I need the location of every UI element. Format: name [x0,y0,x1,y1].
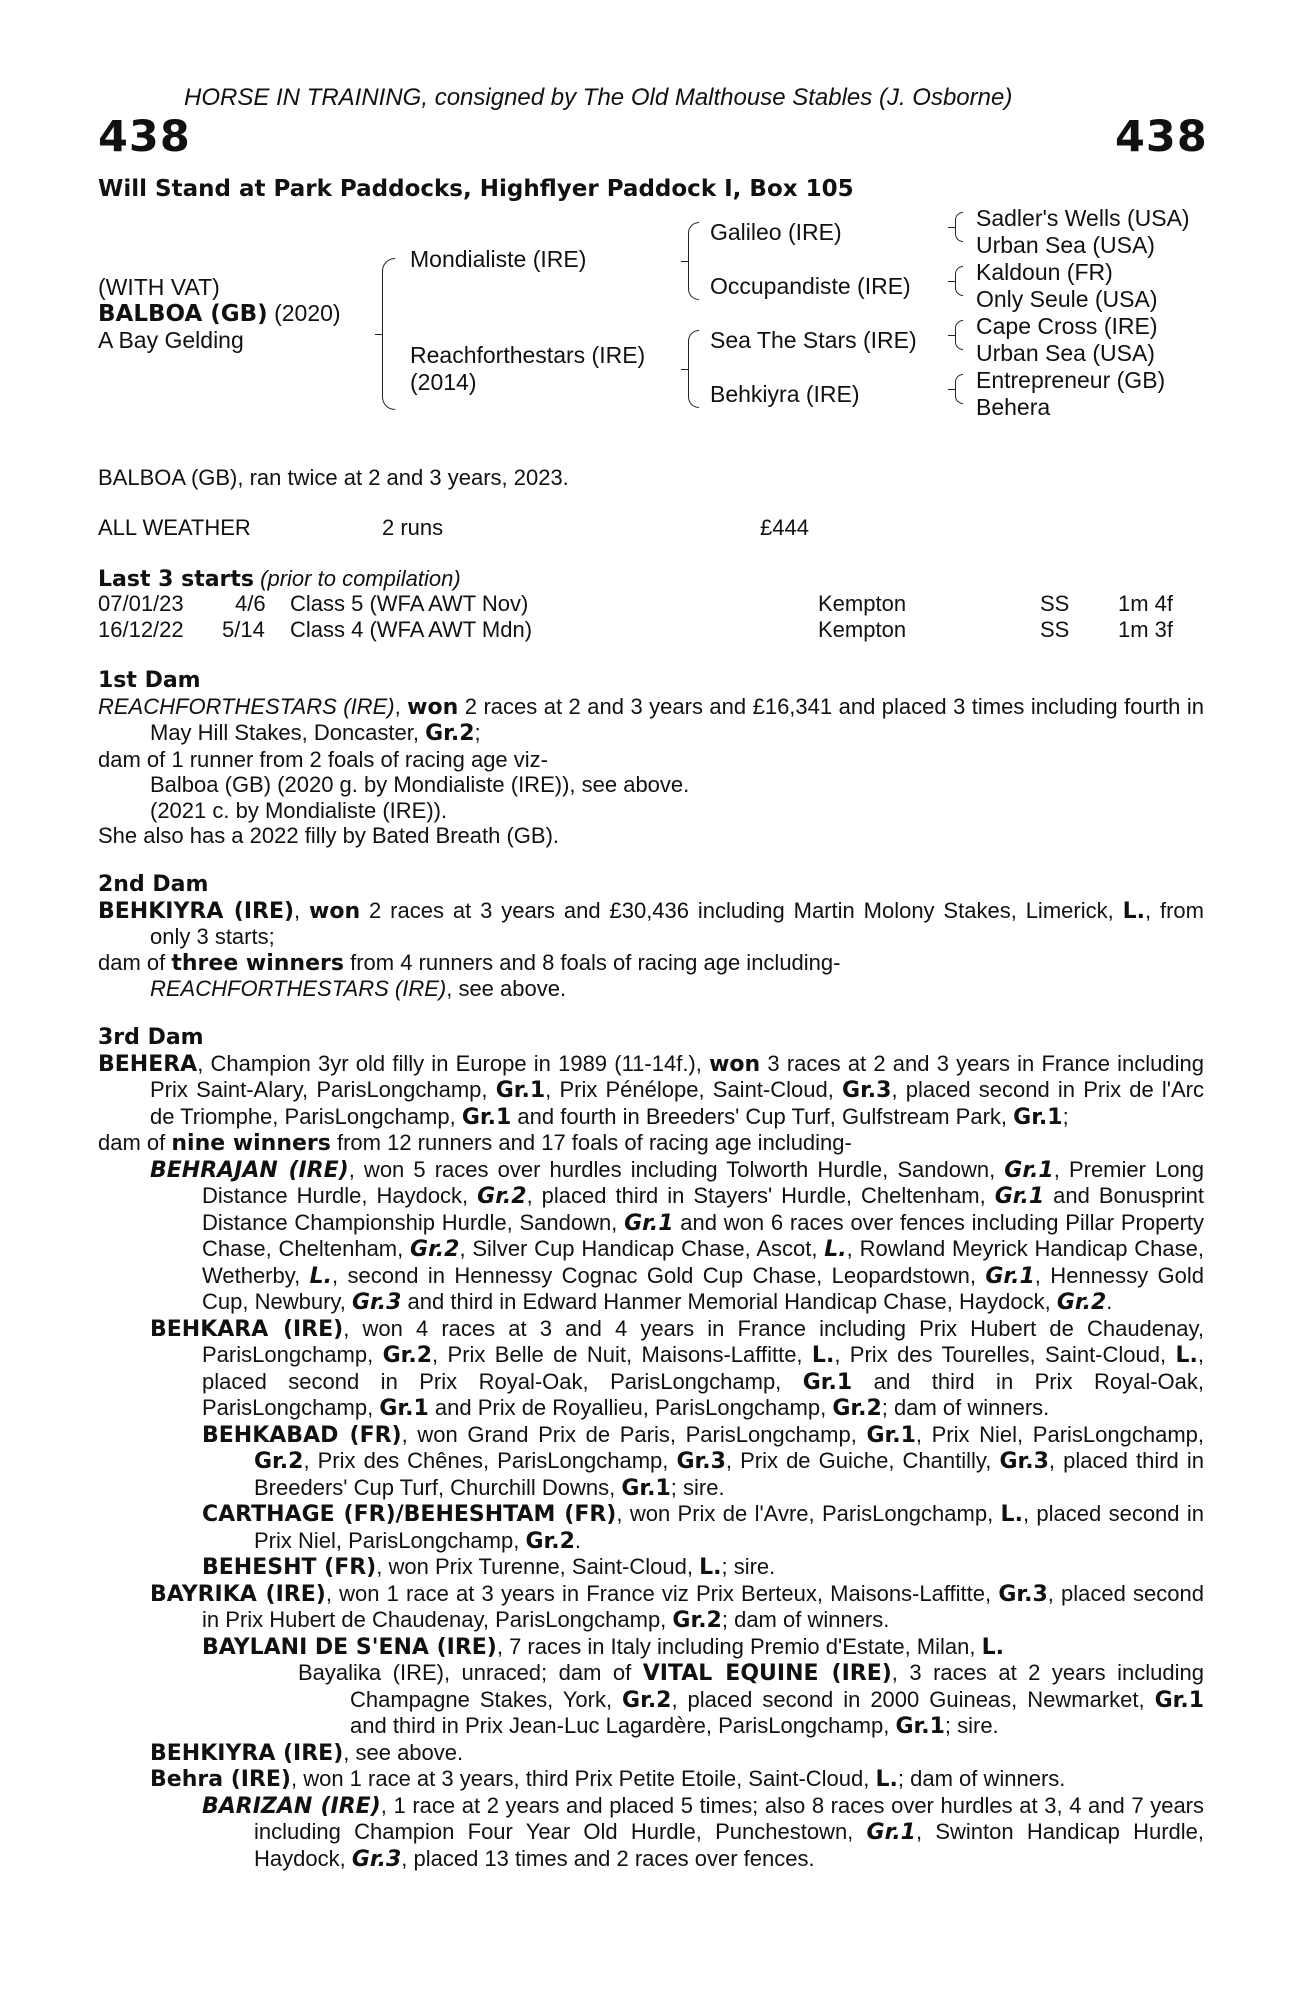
first-dam-produce: dam of 1 runner from 2 foals of racing age viz- [98,746,548,772]
pedigree-dam-dam: Behkiyra (IRE) [710,381,860,407]
pedigree-brace-ss [955,212,963,242]
vat-note: (WITH VAT) [98,274,220,300]
start-position: 5/14 [222,617,265,642]
horse-description: A Bay Gelding [98,327,244,353]
last-starts-title: Last 3 starts [98,567,255,592]
pedigree-brace-sire [688,222,699,300]
produce-behkabad: BEHKABAD (FR), won Grand Prix de Paris, ParisLongchamp, Gr.1, Prix Niel, ParisLongchamp, Gr.2, Prix des Chênes, ParisLongchamp, Gr.3, Prix de Guiche, Chantilly, Gr.3, placed third in Breeders' Cup Turf, Churchill Downs, Gr.1; sire. [202,1421,1205,1501]
pedigree-sire: Mondialiste (IRE) [410,246,587,272]
pedigree-dam-year: (2014) [410,369,477,395]
produce-bayalika: Bayalika (IRE), unraced; dam of VITAL EQUINE (IRE), 3 races at 2 years including Champagne Stakes, York, Gr.2, placed second in 2000 Guineas, Newmarket, Gr.1 and third in Prix Jean-Luc Lagardère, ParisLongchamp, Gr.1; sire. [298,1660,1204,1739]
second-dam-heading: 2nd Dam [98,872,209,897]
race-summary: BALBOA (GB), ran twice at 2 and 3 years, 2023. [98,465,569,490]
horse-title [98,300,341,327]
start-going: SS [1040,591,1070,616]
second-dam-record: BEHKIYRA (IRE), won 2 races at 3 years and £30,436 including Martin Molony Stakes, Limerick, L., from only 3 starts; [98,897,1204,949]
record-earnings: £444 [760,515,809,540]
catalogue-subtitle: HORSE IN TRAINING, consigned by The Old Malthouse Stables (J. Osborne) [184,84,1013,111]
start-position: 4/6 [235,591,266,616]
horse-name: BALBOA (GB) [98,301,268,327]
lot-number-left: 438 [98,112,191,162]
pedigree-brace-dam [688,330,699,408]
start-distance: 1m 4f [1118,591,1174,616]
produce-carthage: CARTHAGE (FR)/BEHESHTAM (FR), won Prix de l'Avre, ParisLongchamp, L., placed second in Prix Niel, ParisLongchamp, Gr.2. [202,1501,1204,1554]
last-starts-note: (prior to compilation) [260,566,461,591]
pedigree-sds: Kaldoun (FR) [976,259,1113,285]
first-dam-section [98,668,1204,849]
record-surface: ALL WEATHER [98,515,251,540]
lot-number-right: 438 [1115,112,1208,162]
pedigree-ddd: Behera [976,394,1051,420]
produce-behkara: BEHKARA (IRE), won 4 races at 3 and 4 years in France including Prix Hubert de Chaudenay, ParisLongchamp, Gr.2, Prix Belle de Nuit, Maisons-Laffitte, L., Prix des Tourelles, Saint-Cloud, L., placed second in Prix Royal-Oak, ParisLongchamp, Gr.1 and third in Prix Royal-Oak, ParisLongchamp, Gr.1 and Prix de Royallieu, ParisLongchamp, Gr.2; dam of winners. [150,1315,1204,1421]
produce-baylani: BAYLANI DE S'ENA (IRE), 7 races in Italy including Premio d'Estate, Milan, L. [202,1633,1004,1660]
start-race: Class 4 (WFA AWT Mdn) [290,617,533,642]
third-dam-heading: 3rd Dam [98,1025,204,1050]
pedigree-dam-sire: Sea The Stars (IRE) [710,327,917,353]
first-dam-foal: (2021 c. by Mondialiste (IRE)). [150,797,448,823]
produce-behesht: BEHESHT (FR), won Prix Turenne, Saint-Cloud, L.; sire. [202,1554,776,1580]
produce-barizan: BARIZAN (IRE), 1 race at 2 years and placed 5 times; also 8 races over hurdles at 3, 4 and 7 years including Champion Four Year Old Hurdle, Punchestown, Gr.1, Swinton Handicap Hurdle, Haydock, Gr.3, placed 13 times and 2 races over fences. [202,1792,1205,1872]
pedigree-dam: Reachforthestars (IRE) [410,342,646,368]
pedigree-brace-gen1 [382,258,395,410]
start-date: 07/01/23 [98,591,184,616]
stable-location: Will Stand at Park Paddocks, Highflyer Paddock I, Box 105 [98,176,854,202]
start-course: Kempton [818,617,907,642]
horse-year: (2020) [274,300,341,326]
third-dam-produce: dam of nine winners from 12 runners and 17 foals of racing age including- [98,1130,852,1156]
pedigree-brace-dd [955,374,963,404]
pedigree-dss: Cape Cross (IRE) [976,313,1158,339]
produce-bayrika: BAYRIKA (IRE), won 1 race at 3 years in France viz Prix Berteux, Maisons-Laffitte, Gr.3, placed second in Prix Hubert de Chaudenay, ParisLongchamp, Gr.2; dam of winners. [150,1580,1204,1633]
start-date: 16/12/22 [98,617,184,642]
second-dam-foal: REACHFORTHESTARS (IRE), see above. [150,976,567,1001]
third-dam-section [98,1025,1204,1872]
produce-behra: Behra (IRE), won 1 race at 3 years, third Prix Petite Etoile, Saint-Cloud, L.; dam of winners. [150,1766,1066,1792]
start-race: Class 5 (WFA AWT Nov) [290,591,529,616]
third-dam-record: BEHERA, Champion 3yr old filly in Europe in 1989 (11-14f.), won 3 races at 2 and 3 years in France including Prix Saint-Alary, ParisLongchamp, Gr.1, Prix Pénélope, Saint-Cloud, Gr.3, placed second in Prix de l'Arc de Triomphe, ParisLongchamp, Gr.1 and fourth in Breeders' Cup Turf, Gulfstream Park, Gr.1; [98,1050,1204,1130]
pedigree-ssd: Urban Sea (USA) [976,232,1155,258]
start-distance: 1m 3f [1118,617,1174,642]
pedigree-dsd: Urban Sea (USA) [976,340,1155,366]
produce-behkiyra: BEHKIYRA (IRE), see above. [150,1739,464,1766]
start-course: Kempton [818,591,907,616]
second-dam-section [98,872,1204,1002]
pedigree-sss: Sadler's Wells (USA) [976,205,1190,231]
pedigree-sire-dam: Occupandiste (IRE) [710,273,911,299]
pedigree-sdd: Only Seule (USA) [976,286,1158,312]
produce-behrajan: BEHRAJAN (IRE), won 5 races over hurdles including Tolworth Hurdle, Sandown, Gr.1, Premier Long Distance Hurdle, Haydock, Gr.2, placed third in Stayers' Hurdle, Cheltenham, Gr.1 and Bonusprint Distance Championship Hurdle, Sandown, Gr.1 and won 6 races over fences including Pillar Property Chase, Cheltenham, Gr.2, Silver Cup Handicap Chase, Ascot, L., Rowland Meyrick Handicap Chase, Wetherby, L., second in Hennessy Cognac Gold Cup Chase, Leopardstown, Gr.1, Hennessy Gold Cup, Newbury, Gr.3 and third in Edward Hanmer Memorial Handicap Chase, Haydock, Gr.2. [150,1156,1205,1315]
record-runs: 2 runs [382,515,444,540]
first-dam-record: REACHFORTHESTARS (IRE), won 2 races at 2 and 3 years and £16,341 and placed 3 times including fourth in May Hill Stakes, Doncaster, Gr.2; [98,693,1204,746]
last-starts-heading [98,566,461,592]
pedigree-sire-sire: Galileo (IRE) [710,219,842,245]
first-dam-foal: Balboa (GB) (2020 g. by Mondialiste (IRE)), see above. [150,772,690,797]
second-dam-produce: dam of three winners from 4 runners and 8 foals of racing age including- [98,949,841,976]
start-going: SS [1040,617,1070,642]
first-dam-note: She also has a 2022 filly by Bated Breath (GB). [98,823,560,848]
pedigree-brace-sd [955,266,963,296]
pedigree-brace-ds [955,320,963,350]
first-dam-heading: 1st Dam [98,668,201,693]
pedigree-dds: Entrepreneur (GB) [976,367,1166,393]
